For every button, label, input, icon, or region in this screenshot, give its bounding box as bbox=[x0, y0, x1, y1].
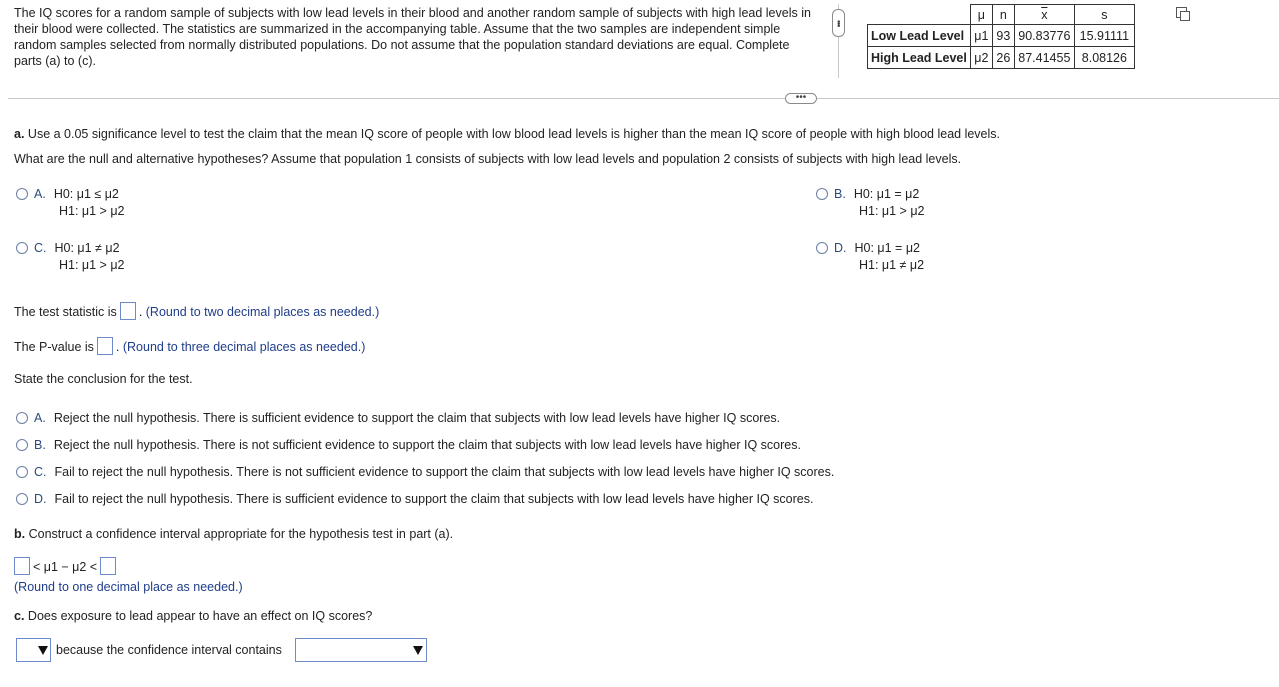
p-value-line: The P-value is . (Round to three decimal places as needed.) bbox=[14, 337, 365, 355]
row-s: 15.91111 bbox=[1074, 25, 1134, 47]
h0-text: H0: μ1 = μ2 bbox=[854, 241, 920, 255]
h1-text: H1: μ1 > μ2 bbox=[59, 204, 125, 218]
hypotheses-question: What are the null and alternative hypotheses? Assume that population 1 consists of subjects with low lead levels and population 2 consists of subjects with high lead levels. bbox=[14, 152, 962, 166]
hypothesis-option-b[interactable]: B. H0: μ1 = μ2 H1: μ1 > μ2 bbox=[816, 186, 924, 220]
row-xbar: 90.83776 bbox=[1014, 25, 1074, 47]
radio-button[interactable] bbox=[16, 242, 28, 254]
vertical-resize-handle[interactable]: ••• bbox=[832, 9, 845, 37]
conclusion-option-a[interactable]: A. Reject the null hypothesis. There is sufficient evidence to support the claim that subjects with low lead levels have higher IQ scores. bbox=[16, 411, 780, 425]
h0-text: H0: μ1 ≠ μ2 bbox=[54, 241, 120, 255]
radio-button[interactable] bbox=[16, 439, 28, 451]
row-s: 8.08126 bbox=[1074, 47, 1134, 69]
radio-button[interactable] bbox=[16, 493, 28, 505]
ci-middle-text: < μ1 − μ2 < bbox=[33, 560, 98, 574]
conclusion-prompt: State the conclusion for the test. bbox=[14, 372, 193, 386]
table-row bbox=[868, 47, 1135, 69]
table-header-mu: μ bbox=[970, 5, 992, 25]
row-label: High Lead Level bbox=[868, 47, 971, 69]
chevron-down-icon bbox=[38, 646, 48, 655]
conclusion-option-c[interactable]: C. Fail to reject the null hypothesis. There is not sufficient evidence to support the claim that subjects with low lead levels have higher IQ scores. bbox=[16, 465, 834, 479]
copy-table-icon[interactable] bbox=[1176, 7, 1187, 18]
radio-button[interactable] bbox=[16, 466, 28, 478]
test-statistic-hint: (Round to two decimal places as needed.) bbox=[145, 305, 380, 319]
interval-contains-dropdown[interactable] bbox=[295, 638, 427, 662]
because-text: because the confidence interval contains bbox=[56, 643, 282, 657]
part-c-label: c. bbox=[14, 609, 25, 623]
radio-button[interactable] bbox=[816, 242, 828, 254]
conclusion-option-b[interactable]: B. Reject the null hypothesis. There is not sufficient evidence to support the claim that subjects with low lead levels have higher IQ scores. bbox=[16, 438, 801, 452]
h1-text: H1: μ1 > μ2 bbox=[859, 204, 925, 218]
test-statistic-line: The test statistic is . (Round to two decimal places as needed.) bbox=[14, 302, 379, 320]
table-header-s: s bbox=[1074, 5, 1134, 25]
hypothesis-option-a[interactable]: A. H0: μ1 ≤ μ2 H1: μ1 > μ2 bbox=[16, 186, 124, 220]
radio-button[interactable] bbox=[816, 188, 828, 200]
h0-text: H0: μ1 ≤ μ2 bbox=[53, 187, 119, 201]
table-header-n: n bbox=[992, 5, 1014, 25]
summary-statistics-table bbox=[867, 4, 1135, 69]
row-n: 93 bbox=[992, 25, 1014, 47]
horizontal-resize-handle[interactable]: ••• bbox=[785, 93, 817, 104]
hypothesis-option-c[interactable]: C. H0: μ1 ≠ μ2 H1: μ1 > μ2 bbox=[16, 240, 124, 274]
row-xbar: 87.41455 bbox=[1014, 47, 1074, 69]
table-header-row bbox=[868, 5, 1135, 25]
chevron-down-icon bbox=[413, 646, 423, 655]
h1-text: H1: μ1 > μ2 bbox=[59, 258, 125, 272]
ci-lower-input[interactable] bbox=[14, 557, 30, 575]
row-n: 26 bbox=[992, 47, 1014, 69]
part-a-text: Use a 0.05 significance level to test the claim that the mean IQ score of people with low blood lead levels is higher than the mean IQ score of people with high blood lead levels. bbox=[27, 127, 1001, 141]
row-mu: μ1 bbox=[970, 25, 992, 47]
test-statistic-input[interactable] bbox=[120, 302, 136, 320]
h0-text: H0: μ1 = μ2 bbox=[853, 187, 920, 201]
part-a-prompt bbox=[14, 127, 1000, 141]
effect-dropdown[interactable] bbox=[16, 638, 51, 662]
conclusion-option-d[interactable]: D. Fail to reject the null hypothesis. There is sufficient evidence to support the claim that subjects with low lead levels have higher IQ scores. bbox=[16, 492, 813, 506]
ci-upper-input[interactable] bbox=[100, 557, 116, 575]
row-mu: μ2 bbox=[970, 47, 992, 69]
p-value-hint: (Round to three decimal places as needed.) bbox=[122, 340, 366, 354]
part-b-label: b. bbox=[14, 527, 26, 541]
part-c-prompt: c. Does exposure to lead appear to have an effect on IQ scores? bbox=[14, 609, 373, 623]
part-a-label: a. bbox=[14, 127, 25, 141]
problem-statement: The IQ scores for a random sample of subjects with low lead levels in their blood and another random sample of subjects with high lead levels in their blood were collected. The statistics are summarized in the accompanying table. Assume that the two samples are independent simple random samples selected from normally distributed populations. Do not assume that the population standard deviations are equal. Complete parts (a) to (c). bbox=[14, 6, 811, 68]
row-label: Low Lead Level bbox=[868, 25, 971, 47]
hypothesis-option-d[interactable]: D. H0: μ1 = μ2 H1: μ1 ≠ μ2 bbox=[816, 240, 924, 274]
p-value-input[interactable] bbox=[97, 337, 113, 355]
part-b-prompt: b. Construct a confidence interval appropriate for the hypothesis test in part (a). bbox=[14, 527, 454, 541]
radio-button[interactable] bbox=[16, 412, 28, 424]
table-header-xbar: $\overline{x}$ bbox=[1014, 5, 1074, 25]
radio-button[interactable] bbox=[16, 188, 28, 200]
table-row bbox=[868, 25, 1135, 47]
confidence-interval-line bbox=[14, 557, 119, 575]
table-header-empty bbox=[868, 5, 971, 25]
part-b-hint: (Round to one decimal place as needed.) bbox=[14, 580, 243, 594]
horizontal-divider bbox=[8, 98, 1279, 99]
h1-text: H1: μ1 ≠ μ2 bbox=[859, 258, 925, 272]
